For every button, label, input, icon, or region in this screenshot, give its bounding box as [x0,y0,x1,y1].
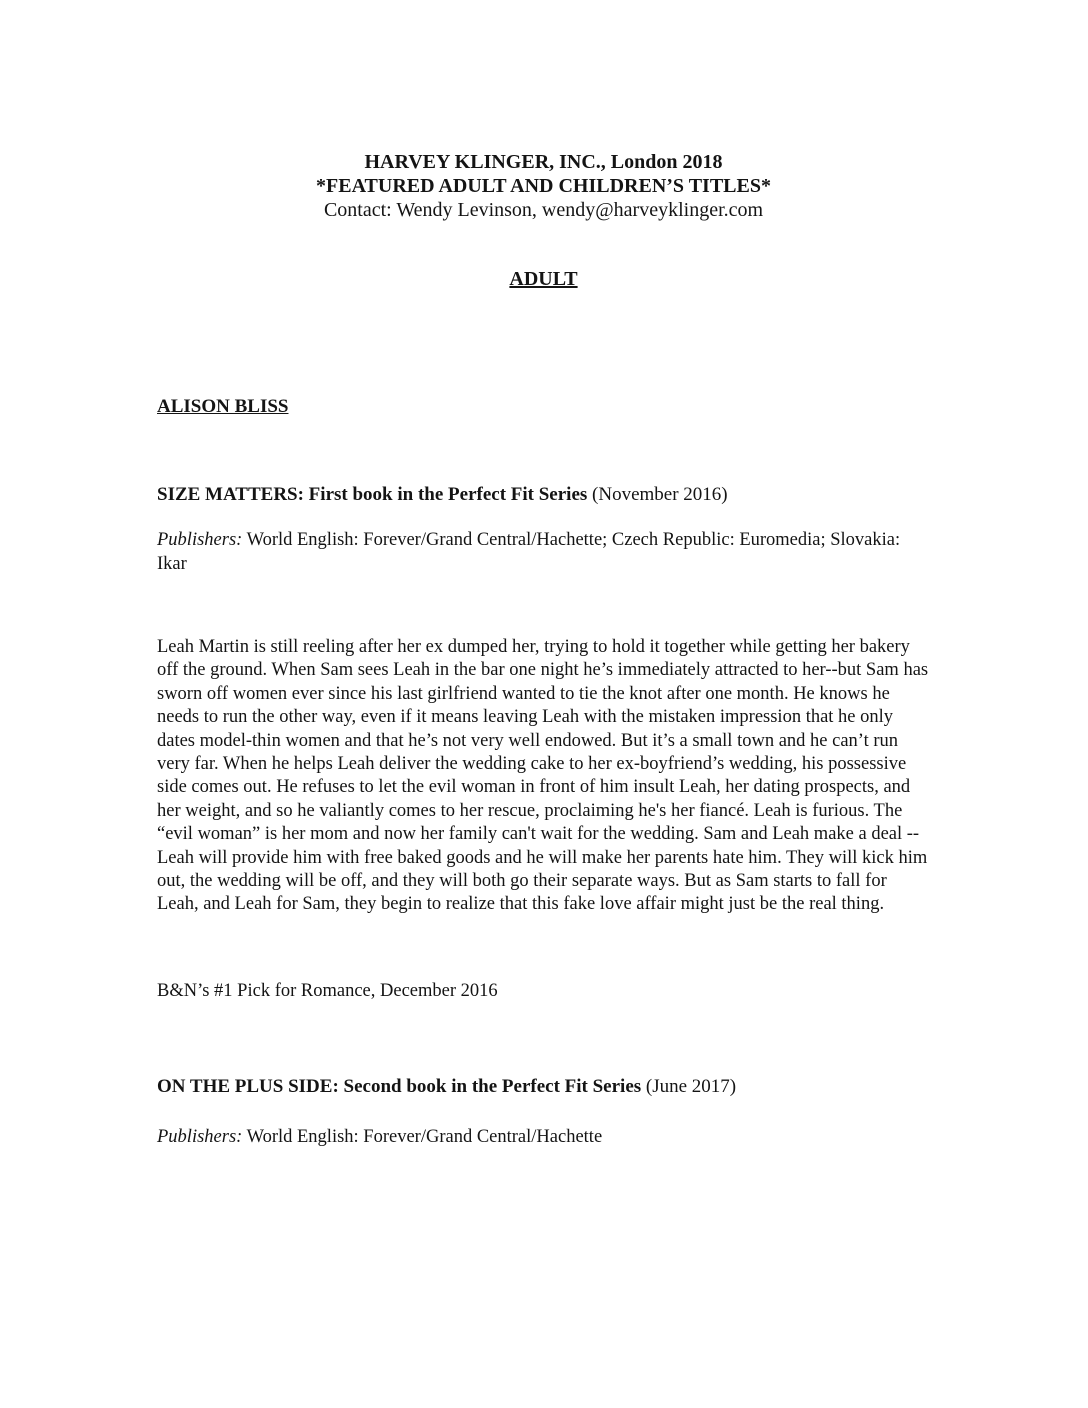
book-title-line [157,483,930,507]
publishers-label: Publishers: [157,1126,243,1147]
document-header [157,150,930,222]
agency-title: HARVEY KLINGER, INC., London 2018 [364,151,723,173]
featured-titles-subtitle: *FEATURED ADULT AND CHILDREN’S TITLES* [316,175,771,197]
book-release-date: (November 2016) [587,484,728,505]
publishers-label: Publishers: [157,530,243,550]
publishers-line [157,1125,930,1149]
book-accolade: B&N’s #1 Pick for Romance, December 2016 [157,980,498,1001]
book-release-date: (June 2017) [641,1075,737,1097]
contact-line: Contact: Wendy Levinson, wendy@harveyklinger.com [323,199,764,221]
author-name: ALISON BLISS [157,396,289,417]
publishers-line [157,528,930,576]
book-entry-on-the-plus-side [157,1075,930,1149]
section-heading-adult: ADULT [509,268,578,290]
book-entry-size-matters [157,483,930,1003]
book-description: Leah Martin is still reeling after her ex dumped her, trying to hold it together while getting her bakery off the ground. When Sam sees Leah in the bar one night he’s immediately attracted to her--but Sam has sworn off women ever since his last girlfriend wanted to tie the knot after one month. He knows he needs to run the other way, even if it means leaving Leah with the mistaken impression that he only dates model-thin women and that he’s not very well endowed. But it’s a small town and he can’t run very far. When he helps Leah deliver the wedding cake to her ex-boyfriend’s wedding, his possessive side comes out. He refuses to let the evil woman in front of him insult Leah, her dating prospects, and her weight, and so he valiantly comes to her rescue, proclaiming he's her fiancé. Leah is furious. The “evil woman” is her mom and now her family can't wait for the wedding. Sam and Leah make a deal -- Leah will provide him with free baked goods and he will make her parents hate him. They will kick him out, the wedding will be off, and they will both go their separate ways. But as Sam starts to fall for Leah, and Leah for Sam, they begin to realize that this fake love affair might just be the real thing. [157,637,929,915]
publishers-value: World English: Forever/Grand Central/Hachette; Czech Republic: Euromedia; Slovakia: Ikar [157,530,901,574]
book-title: ON THE PLUS SIDE: Second book in the Perfect Fit Series [157,1075,642,1097]
publishers-value: World English: Forever/Grand Central/Hachette [242,1126,603,1147]
book-title-line [157,1075,930,1099]
book-title: SIZE MATTERS: First book in the Perfect Fit Series [157,484,588,505]
